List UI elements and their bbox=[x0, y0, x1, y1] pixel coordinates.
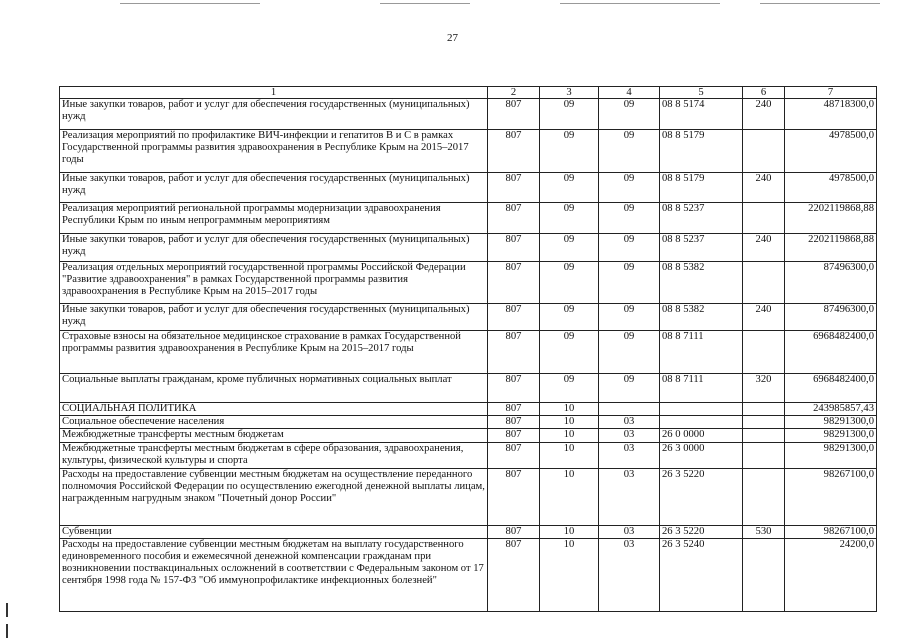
column-header: 3 bbox=[540, 87, 599, 99]
row-target bbox=[660, 416, 743, 429]
row-section: 09 bbox=[540, 304, 599, 331]
column-header: 5 bbox=[660, 87, 743, 99]
row-amount: 2202119868,88 bbox=[785, 234, 877, 262]
row-ministry: 807 bbox=[488, 538, 540, 611]
row-section: 09 bbox=[540, 99, 599, 130]
row-ministry: 807 bbox=[488, 262, 540, 304]
row-target: 08 8 5382 bbox=[660, 304, 743, 331]
row-subsection: 03 bbox=[599, 525, 660, 538]
row-amount: 6968482400,0 bbox=[785, 331, 877, 374]
row-subsection bbox=[599, 403, 660, 416]
row-subsection: 03 bbox=[599, 538, 660, 611]
row-expense-type bbox=[743, 403, 785, 416]
table-header-row bbox=[60, 87, 877, 99]
table-row bbox=[60, 416, 877, 429]
row-amount: 48718300,0 bbox=[785, 99, 877, 130]
row-name: Реализация мероприятий региональной программы модернизации здравоохранения Республики Крым по иным непрограммным мероприятиям bbox=[60, 203, 488, 234]
row-expense-type: 240 bbox=[743, 304, 785, 331]
row-section: 09 bbox=[540, 262, 599, 304]
row-target: 26 3 5220 bbox=[660, 525, 743, 538]
row-subsection: 03 bbox=[599, 429, 660, 442]
table-row bbox=[60, 403, 877, 416]
row-amount: 87496300,0 bbox=[785, 304, 877, 331]
row-name: Реализация мероприятий по профилактике ВИЧ-инфекции и гепатитов В и С в рамках Государственной программы развития здравоохранения в Республике Крым на 2015–2017 годы bbox=[60, 130, 488, 173]
row-section: 09 bbox=[540, 234, 599, 262]
row-section: 09 bbox=[540, 331, 599, 374]
row-expense-type: 530 bbox=[743, 525, 785, 538]
row-expense-type: 240 bbox=[743, 173, 785, 203]
row-ministry: 807 bbox=[488, 234, 540, 262]
table-row bbox=[60, 173, 877, 203]
row-amount: 24200,0 bbox=[785, 538, 877, 611]
table-row bbox=[60, 525, 877, 538]
row-name: Иные закупки товаров, работ и услуг для обеспечения государственных (муниципальных) нужд bbox=[60, 99, 488, 130]
row-target: 08 8 5179 bbox=[660, 173, 743, 203]
column-header: 1 bbox=[60, 87, 488, 99]
row-name: Иные закупки товаров, работ и услуг для обеспечения государственных (муниципальных) нужд bbox=[60, 173, 488, 203]
row-target: 08 8 5237 bbox=[660, 234, 743, 262]
row-name: Расходы на предоставление субвенции местным бюджетам на осуществление переданного полномочия Российской Федерации по осуществлению ежегодной денежной выплаты лицам, награжденным нагрудным знаком "Почетный донор России" bbox=[60, 468, 488, 525]
table-row bbox=[60, 234, 877, 262]
row-expense-type bbox=[743, 130, 785, 173]
row-amount: 98267100,0 bbox=[785, 525, 877, 538]
row-target: 08 8 5174 bbox=[660, 99, 743, 130]
row-expense-type: 320 bbox=[743, 374, 785, 403]
table-row bbox=[60, 99, 877, 130]
row-target: 08 8 5237 bbox=[660, 203, 743, 234]
row-expense-type bbox=[743, 203, 785, 234]
row-amount: 4978500,0 bbox=[785, 130, 877, 173]
table-row bbox=[60, 203, 877, 234]
row-target: 08 8 5382 bbox=[660, 262, 743, 304]
row-section: 09 bbox=[540, 203, 599, 234]
row-amount: 98267100,0 bbox=[785, 468, 877, 525]
row-amount: 87496300,0 bbox=[785, 262, 877, 304]
row-name: Страховые взносы на обязательное медицинское страхование в рамках Государственной программы развития здравоохранения в Республике Крым на 2015–2017 годы bbox=[60, 331, 488, 374]
row-name: СОЦИАЛЬНАЯ ПОЛИТИКА bbox=[60, 403, 488, 416]
row-expense-type bbox=[743, 331, 785, 374]
table-row bbox=[60, 538, 877, 611]
row-target: 08 8 5179 bbox=[660, 130, 743, 173]
column-header: 2 bbox=[488, 87, 540, 99]
row-expense-type bbox=[743, 538, 785, 611]
table-row bbox=[60, 442, 877, 468]
row-section: 10 bbox=[540, 442, 599, 468]
table-row bbox=[60, 374, 877, 403]
row-ministry: 807 bbox=[488, 525, 540, 538]
row-expense-type bbox=[743, 416, 785, 429]
row-target: 26 3 0000 bbox=[660, 442, 743, 468]
row-target: 26 0 0000 bbox=[660, 429, 743, 442]
row-subsection: 03 bbox=[599, 442, 660, 468]
row-expense-type bbox=[743, 442, 785, 468]
row-ministry: 807 bbox=[488, 468, 540, 525]
table-row bbox=[60, 468, 877, 525]
row-subsection: 09 bbox=[599, 262, 660, 304]
row-name: Межбюджетные трансферты местным бюджетам bbox=[60, 429, 488, 442]
row-subsection: 09 bbox=[599, 234, 660, 262]
row-subsection: 09 bbox=[599, 304, 660, 331]
row-name: Иные закупки товаров, работ и услуг для обеспечения государственных (муниципальных) нужд bbox=[60, 304, 488, 331]
row-name: Социальные выплаты гражданам, кроме публичных нормативных социальных выплат bbox=[60, 374, 488, 403]
column-header: 7 bbox=[785, 87, 877, 99]
row-section: 10 bbox=[540, 525, 599, 538]
row-target: 08 8 7111 bbox=[660, 374, 743, 403]
row-target: 26 3 5220 bbox=[660, 468, 743, 525]
row-subsection: 09 bbox=[599, 130, 660, 173]
row-name: Расходы на предоставление субвенции местным бюджетам на выплату государственного единовременного пособия и ежемесячной денежной компенсации гражданам при возникновении поствакцинальных осложнений в соответствии с Федеральным законом от 17 сентября 1998 года № 157-ФЗ "Об иммунопрофилактике инфекционных болезней" bbox=[60, 538, 488, 611]
row-amount: 98291300,0 bbox=[785, 429, 877, 442]
row-expense-type bbox=[743, 468, 785, 525]
row-ministry: 807 bbox=[488, 403, 540, 416]
edge-mark bbox=[6, 603, 8, 617]
row-subsection: 09 bbox=[599, 331, 660, 374]
row-amount: 98291300,0 bbox=[785, 416, 877, 429]
table-row bbox=[60, 304, 877, 331]
row-amount: 4978500,0 bbox=[785, 173, 877, 203]
row-expense-type: 240 bbox=[743, 99, 785, 130]
row-section: 09 bbox=[540, 173, 599, 203]
edge-mark bbox=[6, 624, 8, 638]
row-target: 26 3 5240 bbox=[660, 538, 743, 611]
row-section: 10 bbox=[540, 468, 599, 525]
row-expense-type bbox=[743, 262, 785, 304]
table-row bbox=[60, 331, 877, 374]
row-ministry: 807 bbox=[488, 99, 540, 130]
column-header: 4 bbox=[599, 87, 660, 99]
row-section: 10 bbox=[540, 416, 599, 429]
row-ministry: 807 bbox=[488, 429, 540, 442]
row-ministry: 807 bbox=[488, 442, 540, 468]
row-expense-type: 240 bbox=[743, 234, 785, 262]
row-ministry: 807 bbox=[488, 331, 540, 374]
row-name: Социальное обеспечение населения bbox=[60, 416, 488, 429]
table-row bbox=[60, 262, 877, 304]
row-name: Иные закупки товаров, работ и услуг для обеспечения государственных (муниципальных) нужд bbox=[60, 234, 488, 262]
row-section: 10 bbox=[540, 403, 599, 416]
row-target bbox=[660, 403, 743, 416]
row-ministry: 807 bbox=[488, 374, 540, 403]
row-expense-type bbox=[743, 429, 785, 442]
row-subsection: 09 bbox=[599, 99, 660, 130]
row-amount: 243985857,43 bbox=[785, 403, 877, 416]
row-section: 09 bbox=[540, 374, 599, 403]
row-amount: 6968482400,0 bbox=[785, 374, 877, 403]
row-section: 10 bbox=[540, 429, 599, 442]
column-header: 6 bbox=[743, 87, 785, 99]
row-ministry: 807 bbox=[488, 416, 540, 429]
row-subsection: 03 bbox=[599, 416, 660, 429]
table-body bbox=[60, 99, 877, 612]
row-ministry: 807 bbox=[488, 130, 540, 173]
row-name: Реализация отдельных мероприятий государственной программы Российской Федерации "Развитие здравоохранения" в рамках Государственной программы развития здравоохранения в Республике Крым на 2015–2017 годы bbox=[60, 262, 488, 304]
row-subsection: 09 bbox=[599, 203, 660, 234]
row-amount: 2202119868,88 bbox=[785, 203, 877, 234]
scan-artifacts bbox=[0, 0, 905, 8]
row-subsection: 03 bbox=[599, 468, 660, 525]
table-row bbox=[60, 429, 877, 442]
budget-table bbox=[59, 86, 877, 612]
row-section: 10 bbox=[540, 538, 599, 611]
page-number: 27 bbox=[447, 32, 458, 44]
row-subsection: 09 bbox=[599, 374, 660, 403]
row-ministry: 807 bbox=[488, 304, 540, 331]
table-row bbox=[60, 130, 877, 173]
row-section: 09 bbox=[540, 130, 599, 173]
row-name: Субвенции bbox=[60, 525, 488, 538]
row-subsection: 09 bbox=[599, 173, 660, 203]
row-ministry: 807 bbox=[488, 173, 540, 203]
row-amount: 98291300,0 bbox=[785, 442, 877, 468]
row-ministry: 807 bbox=[488, 203, 540, 234]
row-name: Межбюджетные трансферты местным бюджетам в сфере образования, здравоохранения, культуры, физической культуры и спорта bbox=[60, 442, 488, 468]
row-target: 08 8 7111 bbox=[660, 331, 743, 374]
